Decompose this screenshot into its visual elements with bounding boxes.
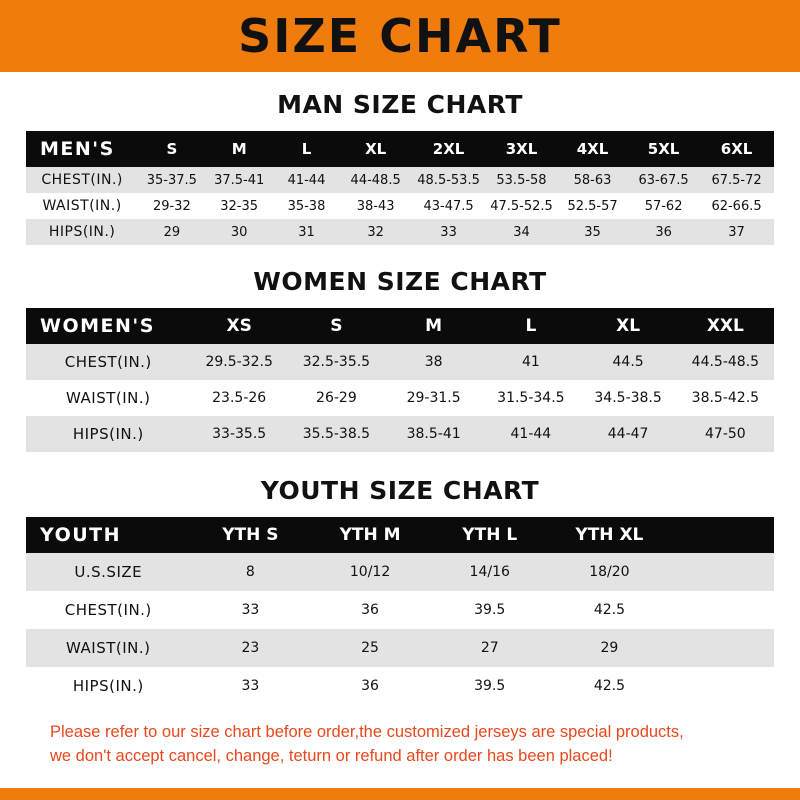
header-cell: WOMEN'S [40, 315, 155, 337]
table-cell: 35.5-38.5 [302, 426, 371, 442]
header-cell: YTH M [339, 525, 401, 545]
youth-section-title: YOUTH SIZE CHART [260, 476, 540, 505]
table-cell: 62-66.5 [711, 198, 762, 214]
table-cell: 23.5-26 [212, 390, 267, 406]
table-cell: 48.5-53.5 [417, 172, 480, 188]
table-cell: 63-67.5 [638, 172, 689, 188]
header-cell: 4XL [576, 140, 609, 158]
table-cell: 25 [361, 640, 379, 656]
table-cell: 34.5-38.5 [594, 390, 662, 406]
header-cell: XS [226, 316, 252, 336]
table-cell: 57-62 [644, 198, 683, 214]
table-cell: 38.5-42.5 [691, 390, 760, 406]
row-label: HIPS(IN.) [48, 224, 116, 240]
table-cell: 38-43 [356, 198, 395, 214]
table-cell: 8 [245, 564, 255, 580]
women-section-title: WOMEN SIZE CHART [253, 267, 547, 296]
table-cell: 26-29 [316, 390, 357, 406]
table-cell: 32.5-35.5 [302, 354, 371, 370]
chart-content [0, 72, 800, 769]
table-cell: 23 [241, 640, 260, 656]
table-cell: 14/16 [469, 564, 510, 580]
table-cell: 35-37.5 [146, 172, 197, 188]
table-cell: 41-44 [510, 426, 552, 442]
header-cell: M [231, 140, 247, 158]
header-cell: L [301, 140, 312, 158]
header-band [0, 0, 800, 72]
table-cell: 44-47 [607, 426, 649, 442]
header-cell: S [166, 140, 178, 158]
table-cell: 47.5-52.5 [490, 198, 553, 214]
table-row [26, 629, 774, 667]
table-cell: 10/12 [349, 564, 391, 580]
table-header-row [26, 308, 774, 344]
header-cell: S [330, 316, 343, 336]
table-row [26, 416, 774, 452]
table-cell: 43-47.5 [423, 198, 474, 214]
header-cell: L [525, 316, 537, 336]
table-cell: 42.5 [593, 678, 625, 694]
table-cell: 36 [361, 678, 379, 694]
table-row [26, 219, 774, 245]
table-row [26, 167, 774, 193]
table-cell: 29 [600, 640, 619, 656]
footnote-line-1: Please refer to our size chart before order,the customized jerseys are special products, [50, 723, 684, 741]
table-cell: 39.5 [474, 678, 506, 694]
table-cell: 31.5-34.5 [497, 390, 565, 406]
table-cell: 38.5-41 [406, 426, 461, 442]
table-header-row [26, 517, 774, 553]
table-cell: 29.5-32.5 [205, 354, 273, 370]
table-row [26, 193, 774, 219]
table-cell: 42.5 [593, 602, 625, 618]
table-cell [669, 629, 774, 667]
table-cell: 32 [367, 224, 384, 240]
table-cell: 33 [241, 678, 260, 694]
man-section-title: MAN SIZE CHART [277, 90, 523, 119]
youth-size-table [26, 517, 774, 705]
table-cell [669, 591, 774, 629]
header-cell: YTH S [222, 525, 279, 545]
header-cell: 2XL [432, 140, 465, 158]
table-header-row [26, 131, 774, 167]
table-cell: 41-44 [287, 172, 326, 188]
row-label: WAIST(IN.) [42, 198, 122, 214]
row-label: WAIST(IN.) [66, 639, 151, 657]
table-cell: 38 [424, 354, 443, 370]
header-cell [669, 517, 774, 553]
header-cell: YTH XL [575, 525, 644, 545]
table-cell: 29-31.5 [406, 390, 461, 406]
table-cell: 44-48.5 [350, 172, 401, 188]
row-label: WAIST(IN.) [66, 389, 151, 407]
header-cell: XL [365, 140, 387, 158]
table-row [26, 553, 774, 591]
table-row [26, 344, 774, 380]
row-label: CHEST(IN.) [64, 601, 152, 619]
header-cell: 6XL [720, 140, 753, 158]
bottom-band [0, 788, 800, 800]
page-title: SIZE CHART [238, 9, 562, 63]
man-size-table [26, 131, 774, 245]
table-cell: 58-63 [573, 172, 612, 188]
table-cell: 33 [241, 602, 260, 618]
table-cell: 31 [298, 224, 315, 240]
table-cell: 67.5-72 [711, 172, 762, 188]
table-cell: 33-35.5 [212, 426, 267, 442]
header-cell: YOUTH [40, 524, 122, 546]
table-cell: 36 [361, 602, 379, 618]
table-cell: 35-38 [287, 198, 326, 214]
table-cell: 52.5-57 [567, 198, 618, 214]
table-cell: 35 [584, 224, 601, 240]
header-cell: YTH L [462, 525, 518, 545]
table-cell: 30 [230, 224, 248, 240]
header-cell: 3XL [505, 140, 538, 158]
table-cell: 18/20 [589, 564, 630, 580]
table-cell: 37.5-41 [214, 172, 265, 188]
table-cell [669, 667, 774, 705]
table-row [26, 591, 774, 629]
table-cell: 44.5-48.5 [691, 354, 760, 370]
table-cell: 33 [440, 224, 457, 240]
table-cell: 32-35 [220, 198, 259, 214]
header-cell: M [425, 316, 443, 336]
row-label: HIPS(IN.) [72, 425, 144, 443]
row-label: U.S.SIZE [74, 563, 143, 581]
header-cell: XXL [706, 316, 744, 336]
header-cell: MEN'S [40, 138, 115, 160]
footnote [26, 705, 774, 769]
header-cell: XL [616, 316, 641, 336]
header-cell: 5XL [647, 140, 680, 158]
table-cell: 36 [655, 224, 672, 240]
table-cell: 41 [521, 354, 540, 370]
table-cell: 29 [163, 224, 181, 240]
row-label: HIPS(IN.) [72, 677, 144, 695]
row-label: CHEST(IN.) [64, 353, 152, 371]
table-cell: 53.5-58 [496, 172, 547, 188]
table-cell: 37 [728, 224, 745, 240]
women-size-table [26, 308, 774, 452]
table-row [26, 667, 774, 705]
table-cell: 39.5 [474, 602, 506, 618]
table-cell: 47-50 [705, 426, 746, 442]
footnote-line-2: we don't accept cancel, change, teturn or refund after order has been placed! [50, 746, 613, 765]
table-cell: 27 [480, 640, 499, 656]
table-cell: 44.5 [612, 354, 644, 370]
table-cell: 34 [513, 224, 530, 240]
table-row [26, 380, 774, 416]
table-cell: 29-32 [152, 198, 191, 214]
row-label: CHEST(IN.) [41, 172, 123, 188]
table-cell [669, 553, 774, 591]
